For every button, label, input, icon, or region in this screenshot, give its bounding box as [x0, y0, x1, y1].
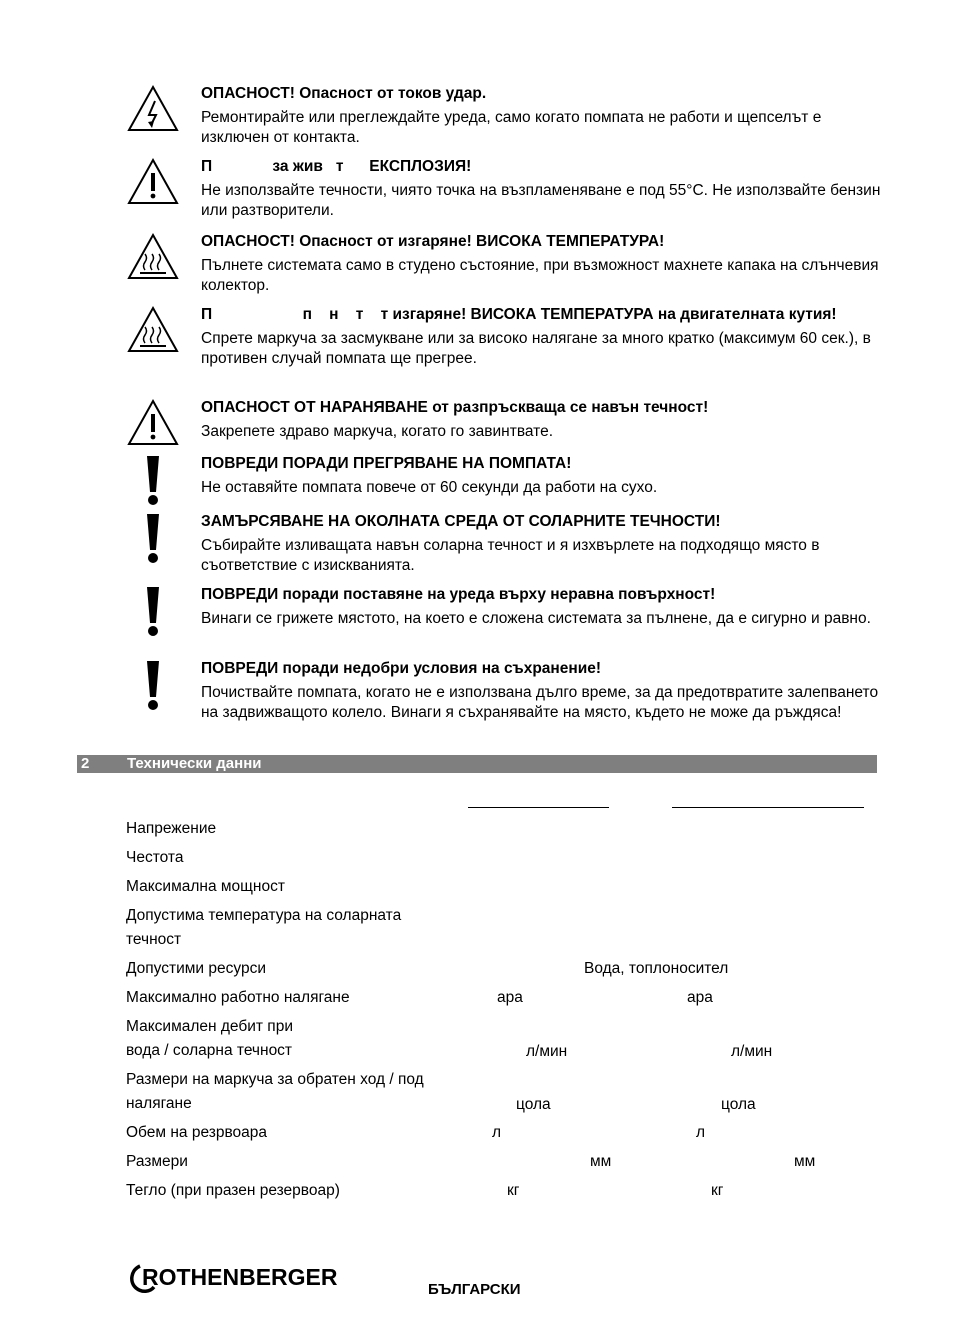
- section-number: 2: [81, 755, 90, 772]
- section-header: [77, 755, 877, 773]
- warning-title: ОПАСНОСТ! Опасност от токов удар.: [201, 85, 487, 102]
- spec-value: мм: [590, 1153, 612, 1170]
- exclamation-triangle-icon: [126, 398, 180, 458]
- hot-surface-icon: [126, 232, 180, 292]
- warning-title: ПОВРЕДИ поради поставяне на уреда върху неравна повърхност!: [201, 586, 716, 603]
- spec-value: Вода, топлоносител: [584, 960, 729, 977]
- warning-body: Събирайте изливащата навън соларна течност и я изхвърлете на подходящо място в съответствие с изискванията.: [201, 537, 820, 574]
- exclamation-mark-icon: [126, 454, 180, 514]
- hot-surface-icon: [126, 305, 180, 365]
- spec-label: Тегло (при празен резервоар): [126, 1182, 340, 1199]
- spec-label: Максимален дебит при вода / соларна течност: [126, 1018, 293, 1059]
- warning-title: П п н т т изгаряне! ВИСОКА ТЕМПЕРАТУРА на двигателната кутия!: [201, 306, 837, 323]
- exclamation-mark-icon: [126, 659, 180, 719]
- spec-value: л/мин: [731, 1043, 773, 1060]
- spec-label: Обем на резрвоара: [126, 1124, 267, 1141]
- exclamation-triangle-icon: [126, 157, 180, 217]
- spec-value: л/мин: [526, 1043, 568, 1060]
- electric-shock-icon: [126, 84, 180, 144]
- spec-value: цола: [516, 1096, 551, 1113]
- spec-label: Допустима температура на соларната течност: [126, 907, 402, 948]
- warning-body: Закрепете здраво маркуча, когато го завинтвате.: [201, 423, 554, 440]
- spec-value: мм: [794, 1153, 816, 1170]
- exclamation-mark-icon: [126, 512, 180, 572]
- warning-title: П за жив т ЕКСПЛОЗИЯ!: [201, 158, 472, 175]
- rothenberger-logo: [126, 1260, 366, 1296]
- warning-body: Ремонтирайте или преглеждайте уреда, само когато помпата не работи и щепселът е изключен от контакта.: [201, 109, 822, 146]
- spec-value: цола: [721, 1096, 756, 1113]
- spec-label: Допустими ресурси: [126, 960, 266, 977]
- spec-value: кг: [711, 1182, 724, 1199]
- section-title: Технически данни: [127, 755, 262, 772]
- footer-language: БЪЛГАРСКИ: [428, 1281, 521, 1298]
- spec-label: Размери на маркуча за обратен ход / под налягане: [126, 1071, 424, 1112]
- brand-name: ROTHENBERGER: [142, 1264, 338, 1290]
- exclamation-mark-icon: [126, 585, 180, 645]
- warning-title: ПОВРЕДИ ПОРАДИ ПРЕГРЯВАНЕ НА ПОМПАТА!: [201, 455, 572, 472]
- warning-body: Не оставяйте помпата повече от 60 секунди да работи на сухо.: [201, 479, 658, 496]
- column-header-rule: [468, 807, 609, 808]
- spec-label: Размери: [126, 1153, 188, 1170]
- spec-value: л: [696, 1124, 706, 1141]
- spec-label: Максимална мощност: [126, 878, 285, 895]
- warning-body: Почиствайте помпата, когато не е използвана дълго време, за да предотвратите залепването на задвижващото колело. Винаги я съхранявайте на място, където не може да ръждяса!: [201, 684, 879, 721]
- spec-value: ара: [687, 989, 713, 1006]
- warning-title: ПОВРЕДИ поради недобри условия на съхранение!: [201, 660, 602, 677]
- warning-title: ЗАМЪРСЯВАНЕ НА ОКОЛНАТА СРЕДА ОТ СОЛАРНИТЕ ТЕЧНОСТИ!: [201, 513, 721, 530]
- spec-value: кг: [507, 1182, 520, 1199]
- column-header-rule: [672, 807, 864, 808]
- warning-body: Пълнете системата само в студено състояние, при възможност махнете капака на слънчевия колектор.: [201, 257, 879, 294]
- warning-title: ОПАСНОСТ! Опасност от изгаряне! ВИСОКА ТЕМПЕРАТУРА!: [201, 233, 665, 250]
- spec-value: л: [492, 1124, 502, 1141]
- warning-body: Винаги се грижете мястото, на което е сложена системата за пълнене, да е сигурно и равно.: [201, 610, 871, 627]
- warning-body: Спрете маркуча за засмукване или за високо налягане за много кратко (максимум 60 сек.), в противен случай помпата ще прегрее.: [201, 330, 871, 367]
- spec-value: ара: [497, 989, 523, 1006]
- spec-label: Честота: [126, 849, 184, 866]
- spec-label: Максимално работно налягане: [126, 989, 350, 1006]
- spec-label: Напрежение: [126, 820, 217, 837]
- warning-body: Не използвайте течности, чиято точка на възпламеняване е под 55°C. Не използвайте бензин или разтворители.: [201, 182, 881, 219]
- warning-title: ОПАСНОСТ ОТ НАРАНЯВАНЕ от разпръскваща се навън течност!: [201, 399, 709, 416]
